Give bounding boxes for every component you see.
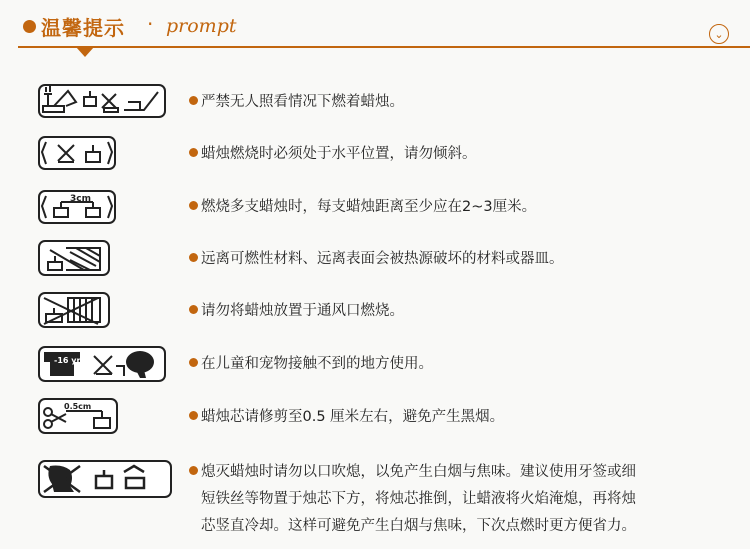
tip-row — [189, 297, 404, 325]
expand-button[interactable] — [709, 24, 729, 44]
draft-icon — [38, 292, 110, 328]
tip-row — [189, 403, 504, 431]
trim-wick-icon — [38, 398, 118, 434]
tip-text: 远离可燃性材料、远离表面会被热源破坏的材料或器皿。 — [201, 251, 564, 267]
tip-text: 熄灭蜡烛时请勿以口吹熄，以免产生白烟与焦味。建议使用牙签或细 — [201, 464, 636, 480]
flammable-icon — [38, 240, 110, 276]
tip-row — [189, 245, 564, 273]
extinguish-icon — [38, 460, 172, 498]
page-subtitle: prompt — [166, 15, 237, 37]
tip-text: 在儿童和宠物接触不到的地方使用。 — [201, 356, 433, 372]
bullet — [189, 358, 198, 367]
tip-row — [189, 350, 433, 378]
chevron-down-icon: ⌄ — [714, 28, 724, 41]
tip-row — [189, 88, 404, 116]
level-candle-icon — [38, 136, 116, 170]
header — [0, 0, 750, 60]
bullet — [189, 411, 198, 420]
tip-line: 芯竖直冷却。这样可避免产生白烟与焦味，下次点燃时更方便省力。 — [201, 518, 636, 534]
children-pets-icon — [38, 346, 166, 382]
tip-text: 蜡烛燃烧时必须处于水平位置，请勿倾斜。 — [201, 146, 477, 162]
unattended-candle-icon — [38, 84, 166, 118]
tip-row — [189, 140, 477, 168]
tip-text: 蜡烛芯请修剪至0.5 厘米左右，避免产生黑烟。 — [201, 409, 505, 425]
page-title: 温馨提示 — [41, 16, 125, 40]
tip-line: 短铁丝等物置于烛芯下方，将烛芯推倒，让蜡液将火焰淹熄，再将烛 — [201, 491, 636, 507]
bullet — [189, 96, 198, 105]
bullet — [189, 201, 198, 210]
tip-text: 严禁无人照看情况下燃着蜡烛。 — [201, 94, 404, 110]
bullet — [189, 148, 198, 157]
distance-3cm-icon — [38, 190, 116, 224]
tip-row-multiline — [189, 459, 729, 540]
header-pointer — [76, 47, 94, 57]
tip-text: 燃烧多支蜡烛时，每支蜡烛距离至少应在2~3厘米。 — [201, 199, 537, 215]
bullet — [189, 466, 198, 475]
title-separator: · — [147, 12, 154, 36]
wick-length-label: 0.5cm — [64, 402, 92, 411]
tip-row — [189, 193, 536, 221]
tip-text: 请勿将蜡烛放置于通风口燃烧。 — [201, 303, 404, 319]
tip-line — [189, 459, 729, 486]
distance-label: 3cm — [70, 194, 91, 204]
header-divider — [18, 46, 750, 48]
age-label: -16 yrs — [54, 356, 86, 365]
header-dot — [23, 20, 36, 33]
bullet — [189, 305, 198, 314]
bullet — [189, 253, 198, 262]
